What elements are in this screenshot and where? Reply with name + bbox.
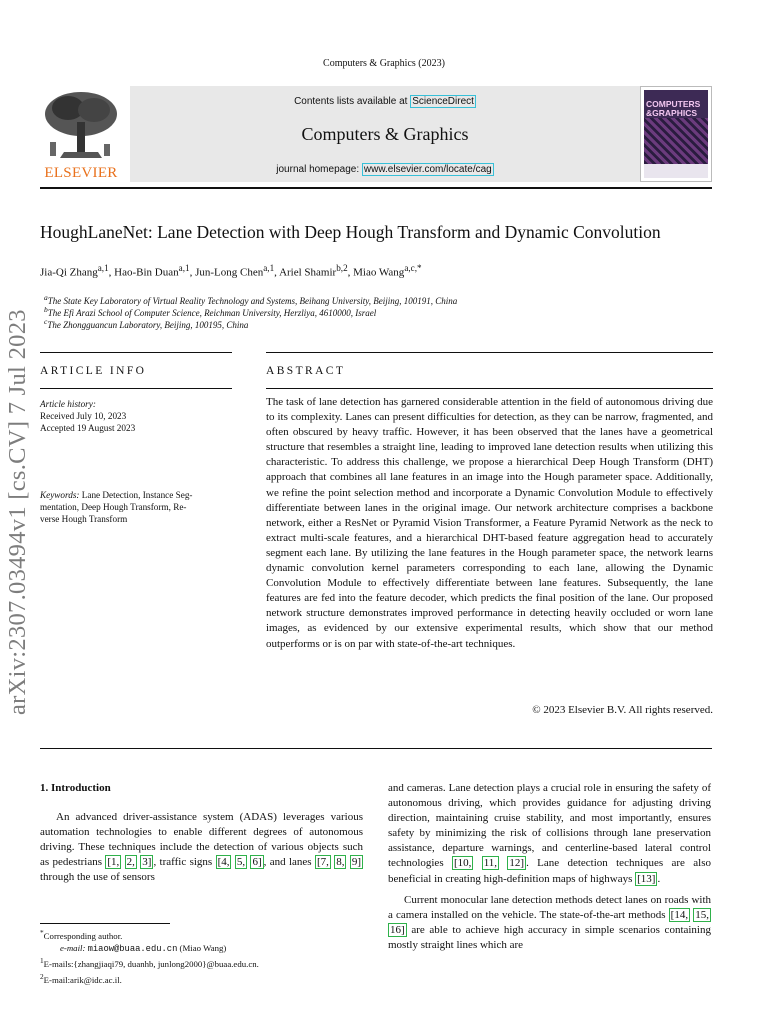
footnote-1: $^1$E-mails:{zhangjiaqi79, duanhb, junlong2000}@buaa.edu.cn.	[40, 956, 259, 970]
elsevier-logo	[40, 86, 122, 184]
author-name: Miao Wang	[353, 266, 405, 279]
paper-title: HoughLaneNet: Lane Detection with Deep Hough Transform and Dynamic Convolution	[40, 222, 661, 242]
journal-banner	[40, 84, 712, 186]
author-sup: a,1	[97, 263, 109, 273]
author-name: Jun-Long Chen	[195, 266, 264, 279]
paragraph: Current monocular lane detection methods detect lanes on roads with a camera installed on the vehicle. The state-of-the-art methods [14, 15, 16] are able to achieve high accuracy in simple scenarios containing mostly straight lines which are	[388, 893, 711, 951]
elsevier-tree-icon	[40, 86, 122, 166]
article-info-rule	[40, 388, 232, 389]
cover-footer	[644, 164, 708, 178]
header-rule	[40, 187, 712, 189]
citation-link[interactable]: 15,	[695, 908, 709, 921]
homepage-prefix: journal homepage:	[276, 164, 362, 175]
footnote-2: $^2$E-mail:arik@idc.ac.il.	[40, 971, 122, 985]
contents-line	[130, 96, 640, 107]
article-info-top-rule	[40, 352, 232, 353]
author-sup: a,1	[178, 263, 190, 273]
author-sup: b,2	[336, 263, 348, 273]
citation-link[interactable]: 16]	[390, 923, 405, 936]
abstract-bottom-rule	[40, 748, 712, 749]
footnote-rule	[40, 923, 170, 924]
affiliation: $^c$The Zhongguancun Laboratory, Beijing, 100195, China	[44, 317, 249, 330]
copyright: © 2023 Elsevier B.V. All rights reserved.	[532, 704, 713, 716]
citation-link[interactable]: 5,	[236, 856, 246, 869]
citation-link[interactable]: 3]	[142, 856, 152, 869]
citation-link[interactable]: [1,	[107, 856, 120, 869]
journal-cover	[640, 86, 712, 182]
journal-homepage-link[interactable]: www.elsevier.com/locate/cag	[363, 164, 492, 175]
cover-pattern	[644, 118, 708, 168]
author-sup: a,c,*	[404, 263, 422, 273]
abstract-heading: ABSTRACT	[266, 365, 346, 377]
citation-link[interactable]: 11,	[483, 857, 498, 870]
citation-link[interactable]: [10,	[453, 857, 472, 870]
author-name: Hao-Bin Duan	[114, 266, 179, 279]
arxiv-stamp: arXiv:2307.03494v1 [cs.CV] 7 Jul 2023	[4, 309, 31, 715]
section-heading: 1. Introduction	[40, 782, 111, 794]
abstract-text: The task of lane detection has garnered considerable attention in the field of autonomous driving due to its complexity. Lanes can present difficulties for detection, as they can be narrow, fragmented, and often obscured by heavy traffic. However, it has been observed that the lanes have a geometrical structure that resembles a straight line, leading to improved lane detection results when utilizing this characteristic. To address this challenge, we propose a hierarchical Deep Hough Transform (DHT) approach that combines all lane features in an image into the Hough parameter space. Additionally, we refine the point selection method and incorporate a Dynamic Convolution Module to effectively differentiate between lanes in the original image. Our network architecture comprises a backbone network, either a ResNet or Pyramid Vision Transformer, a Feature Pyramid Network as the neck to extract multi-scale features, and a hierarchical DHT-based feature aggregation head to accurately segment each lane. By utilizing the lane features in the Hough parameter space, the network learns dynamic convolution kernel parameters corresponding to each lane, allowing the Dynamic Convolution Module to effectively differentiate between lane features. Subsequently, the lane features are fed into the feature decoder, which predicts the final position of the lane. Our proposed network structure demonstrates improved performance in detecting heavily occluded or worn lane images, as evidenced by our extensive experimental results, which show that our method outperforms or is on par with state-of-the-art techniques.	[266, 396, 713, 650]
left-column	[40, 781, 363, 886]
author-list: Jia-Qi Zhang$^{a,1}$, Hao-Bin Duan$^{a,1}$, Jun-Long Chen$^{a,1}$, Ariel Shamir$^{b,2}$, Miao Wang$^{a,c,*}$	[40, 263, 422, 279]
accepted-date: Accepted 19 August 2023	[40, 423, 136, 433]
article-history	[40, 398, 212, 434]
citation-link[interactable]: [4,	[217, 856, 230, 869]
affiliation: $^b$The Efi Arazi School of Computer Science, Reichman University, Herzliya, 4610000, Israel	[44, 305, 377, 318]
citation-link[interactable]: 8,	[336, 856, 345, 869]
cover-image	[644, 90, 708, 178]
citation-link[interactable]: 6]	[252, 856, 262, 869]
footnotes	[40, 927, 370, 986]
journal-info-box	[130, 86, 640, 182]
sciencedirect-link[interactable]: ScienceDirect	[412, 96, 474, 107]
author-sup: a,1	[263, 263, 275, 273]
affiliation: $^a$The State Key Laboratory of Virtual Reality Technology and Systems, Beihang University, Beijing, 100191, China	[44, 293, 458, 306]
footnote-corresponding: *Corresponding author.	[40, 928, 123, 941]
keywords-label: Keywords:	[40, 490, 80, 500]
keywords	[40, 489, 212, 525]
publisher-name: ELSEVIER	[44, 165, 118, 181]
author-name: Jia-Qi Zhang	[40, 266, 98, 279]
running-head: Computers & Graphics (2023)	[323, 58, 445, 69]
abstract-rule	[266, 388, 713, 389]
author-name: Ariel Shamir	[279, 266, 337, 279]
footnote-email: e-mail: miaow@buaa.edu.cn (Miao Wang)	[60, 942, 227, 954]
cover-title: COMPUTERS &GRAPHICS	[646, 99, 701, 118]
keywords-text: mentation, Deep Hough Transform, Re-	[40, 502, 187, 512]
article-info-heading: ARTICLE INFO	[40, 365, 147, 377]
abstract-top-rule	[266, 352, 713, 353]
right-column	[388, 781, 711, 953]
citation-link[interactable]: [7,	[316, 856, 329, 869]
citation-link[interactable]: 12]	[509, 857, 525, 870]
contents-prefix: Contents lists available at	[294, 96, 411, 107]
homepage-line	[130, 164, 640, 175]
citation-link[interactable]: [14,	[670, 908, 689, 921]
history-label: Article history:	[40, 399, 96, 409]
paragraph: An advanced driver-assistance system (ADAS) leverages various automation technologies to enable different degrees of autonomous driving. These techniques include the detection of various objects such as pedestrians [1, 2, 3] , traffic signs [4, 5, 6] , and lanes [7, 8, 9] through the use of sensors	[40, 811, 363, 884]
keywords-text: Lane Detection, Instance Seg-	[79, 490, 193, 500]
received-date: Received July 10, 2023	[40, 411, 127, 421]
citation-link[interactable]: [13]	[637, 872, 656, 885]
keywords-text: verse Hough Transform	[40, 514, 128, 524]
citation-link[interactable]: 9]	[351, 856, 361, 869]
email-link[interactable]: miaow@buaa.edu.cn	[87, 943, 178, 954]
journal-name: Computers & Graphics	[301, 124, 469, 144]
paragraph: and cameras. Lane detection plays a crucial role in ensuring the safety of autonomous driving, which provides guidance for adjusting driving direction, maintaining cruise stability, and most importantly, ensures safety by minimizing the risk of collisions through lane preservation assistance, departure warnings, and centerline-based lateral control technologies [10, 11, 12] . Lane detection techniques are also beneficial in creating high-definition maps of highways [13] .	[388, 782, 711, 885]
citation-link[interactable]: 2,	[126, 856, 135, 869]
